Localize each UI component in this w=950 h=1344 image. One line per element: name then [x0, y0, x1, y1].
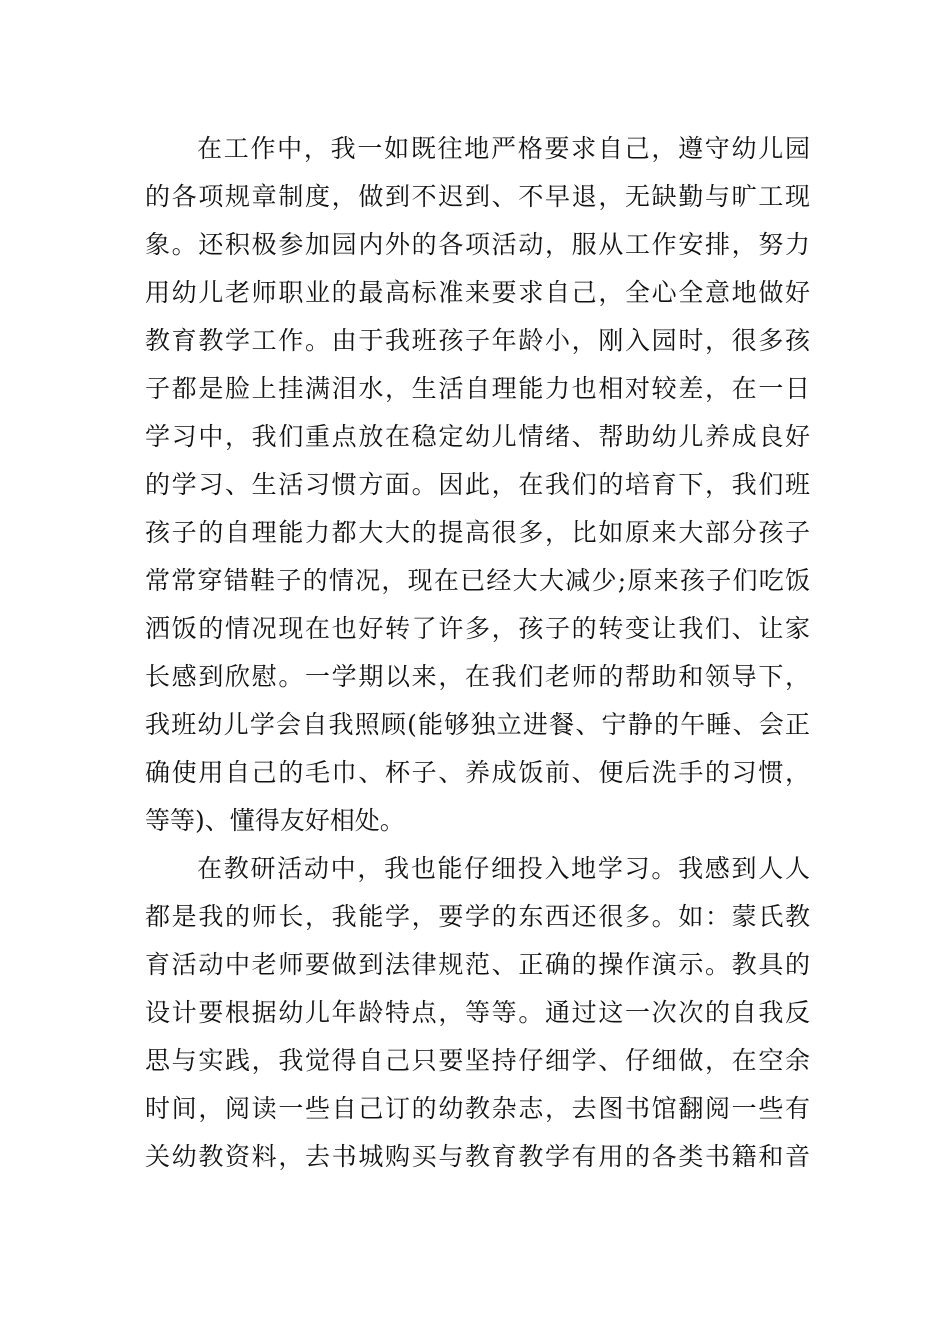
paragraph-line: 在工作中，我一如既往地严格要求自己，遵守幼儿园 [197, 134, 810, 163]
paragraph-line: 思与实践，我觉得自己只要坚持仔细学、仔细做，在空余 [145, 1046, 810, 1075]
document-body [145, 125, 810, 1181]
paragraph-line: 洒饭的情况现在也好转了许多，孩子的转变让我们、让家 [145, 614, 810, 643]
paragraph-line: 用幼儿老师职业的最高标准来要求自己，全心全意地做好 [145, 278, 810, 307]
paragraph-line: 教育教学工作。由于我班孩子年龄小，刚入园时，很多孩 [145, 326, 810, 355]
paragraph-line: 孩子的自理能力都大大的提高很多，比如原来大部分孩子 [145, 518, 810, 547]
paragraph-teaching-research [145, 845, 810, 1181]
paragraph-line: 在教研活动中，我也能仔细投入地学习。我感到人人 [197, 854, 810, 883]
paragraph-line: 关幼教资料，去书城购买与教育教学有用的各类书籍和音 [145, 1142, 810, 1171]
paragraph-line: 都是我的师长，我能学，要学的东西还很多。如：蒙氏教 [145, 902, 810, 931]
paragraph-line: 常常穿错鞋子的情况，现在已经大大减少;原来孩子们吃饭 [145, 566, 810, 595]
paragraph-line: 育活动中老师要做到法律规范、正确的操作演示。教具的 [145, 950, 810, 979]
paragraph-work-performance [145, 125, 810, 845]
paragraph-line: 学习中，我们重点放在稳定幼儿情绪、帮助幼儿养成良好 [145, 422, 810, 451]
paragraph-line: 确使用自己的毛巾、杯子、养成饭前、便后洗手的习惯， [145, 758, 810, 787]
paragraph-line: 时间，阅读一些自己订的幼教杂志，去图书馆翻阅一些有 [145, 1094, 810, 1123]
paragraph-line: 等等)、懂得友好相处。 [145, 806, 405, 835]
paragraph-line: 的各项规章制度，做到不迟到、不早退，无缺勤与旷工现 [145, 182, 810, 211]
paragraph-line: 子都是脸上挂满泪水，生活自理能力也相对较差，在一日 [145, 374, 810, 403]
paragraph-line: 长感到欣慰。一学期以来，在我们老师的帮助和领导下， [145, 662, 810, 691]
paragraph-line: 的学习、生活习惯方面。因此，在我们的培育下，我们班 [145, 470, 810, 499]
paragraph-line: 象。还积极参加园内外的各项活动，服从工作安排，努力 [145, 230, 810, 259]
paragraph-line: 我班幼儿学会自我照顾(能够独立进餐、宁静的午睡、会正 [145, 710, 810, 739]
paragraph-line: 设计要根据幼儿年龄特点，等等。通过这一次次的自我反 [145, 998, 810, 1027]
